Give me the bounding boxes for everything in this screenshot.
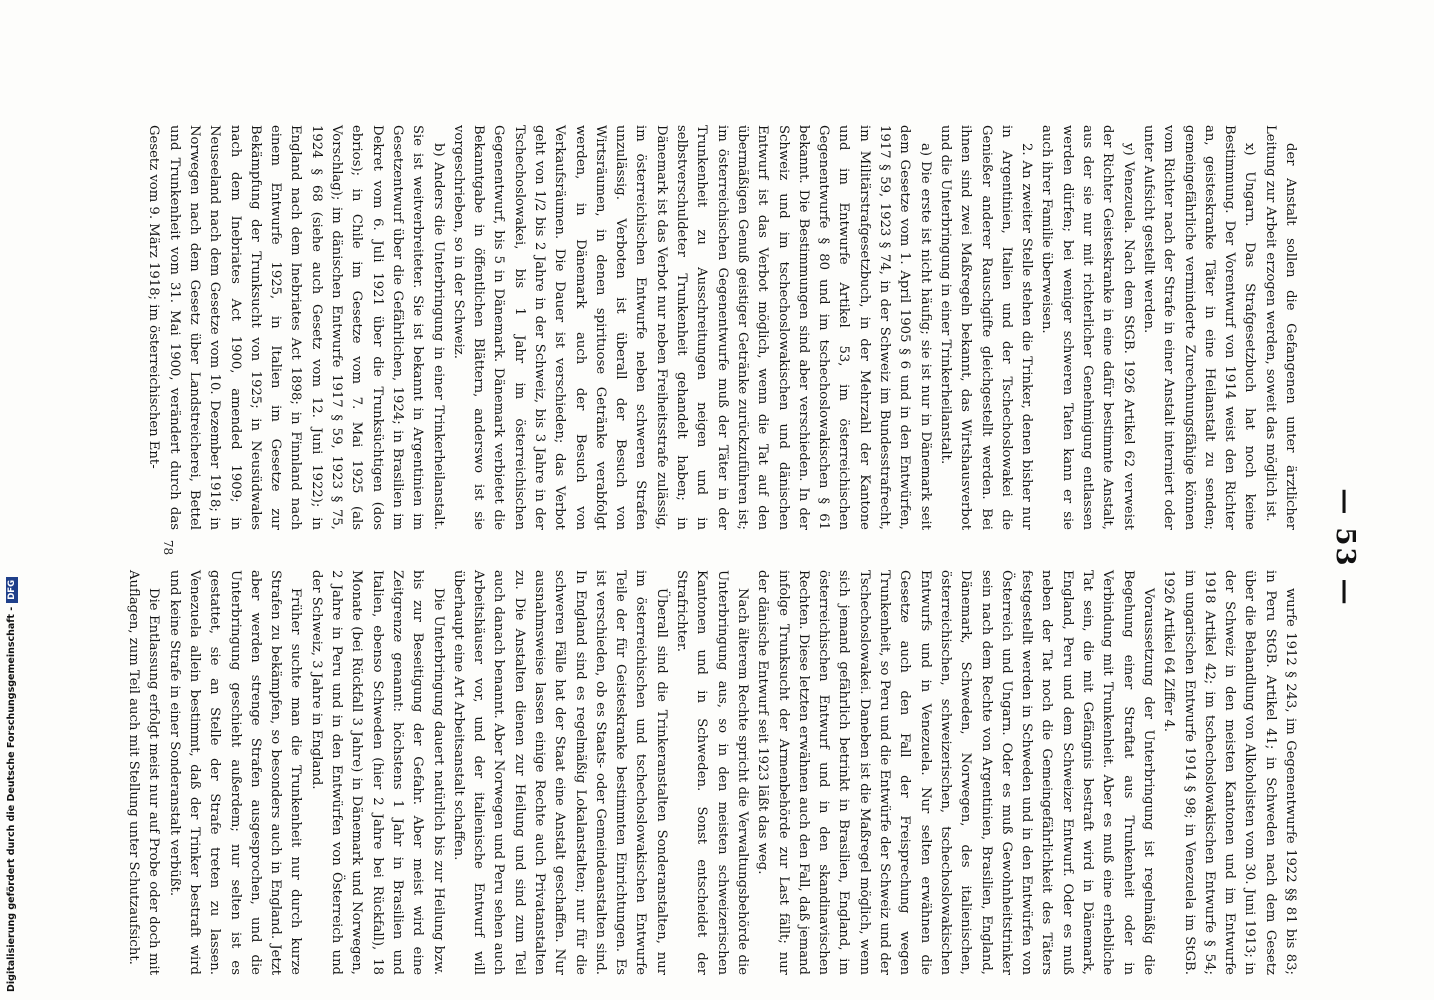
page-number: — 53 —	[1330, 488, 1360, 607]
folio-number: 78	[161, 539, 175, 556]
paragraph: 2. An zweiter Stelle stehen die Trinker, denen bisher nur in Argentinien, Italien und der Tschechoslowakei die Genießer anderer Rauschgifte gleichgestellt werden. Bei ihnen sind zwei Maßregeln bekannt, das Wirtshausverbot und die Unterbringung in einer Trinkerheilanstalt.	[937, 125, 1035, 530]
rotated-page-content	[126, 95, 1400, 1000]
paragraph: Überall sind die Trinkeranstalten Sonderanstalten, nur im österreichischen und tschechoslowakischen Entwurfe Teile der für Geisteskranke bestimmten Einrichtungen. Es ist verschieden, ob es Staats- oder Gemeindeanstalten sind. In England sind es regelmäßig Lokalanstalten; nur für die schweren Fälle hat der Staat eine Anstalt geschaffen. Nur ausnahmsweise lassen einige Rechte auch Privatanstalten zu. Die Anstalten dienen zur Heilung und sind zum Teil auch danach benannt. Aber Norwegen und Peru sehen auch Arbeitshäuser vor, und der italienische Entwurf will überhaupt eine Art Arbeitsanstalt schaffen.	[450, 570, 669, 975]
paragraph: Früher suchte man die Trunkenheit nur durch kurze Strafen zu bekämpfen, so besonders auch in England. Jetzt aber werden strenge Strafen ausgesprochen, und die Unterbringung geschieht außerdem; nur selten ist es gestattet, sie an Stelle der Strafe treten zu lassen. Venezuela allein bestimmt, daß der Trinker bestraft wird und keine Strafe in einer Sonderanstalt verbüßt.	[166, 570, 304, 975]
paragraph: Voraussetzung der Unterbringung ist regelmäßig die Begehung einer Straftat aus Trunkenheit oder in Verbindung mit Trunkenheit. Aber es muß eine erhebliche Tat sein, die mit Gefängnis bestraft wird in Dänemark, England, Peru und dem Schweizer Entwurf. Oder es muß neben der Tat noch die Gemeingefährlichkeit des Täters festgestellt werden in Schweden und in den Entwürfen von Österreich und Ungarn. Oder es muß Gewohnheitstrinker sein nach dem Rechte von Argentinien, Brasilien, England, Dänemark, Schweden, Norwegen, des italienischen, österreichischen, schweizerischen, tschechoslowakischen Entwurfs und in Venezuela. Nur selten erwähnen die Gesetze auch den Fall der Freisprechung wegen Trunkenheit, so Peru und die Entwürfe der Schweiz und der Tschechoslowakei. Daneben ist die Maßregel möglich, wenn sich jemand gefährlich betrinkt in Brasilien, England, im österreichischen Entwurf und in den skandinavischen Rechten. Diese letzten erwähnen auch den Fall, daß jemand infolge Trunksucht der Armenbehörde zur Last fällt; nur der dänische Entwurf seit 1923 läßt das weg.	[755, 570, 1156, 975]
right-text-column	[126, 570, 1300, 975]
paragraph: Die Entlassung erfolgt meist nur auf Probe oder doch mit Auflagen, zum Teil auch mit Stellung unter Schutzaufsicht.	[126, 570, 162, 975]
left-text-column	[146, 125, 1300, 530]
paragraph: a) Die erste ist nicht häufig; sie ist nur in Dänemark seit dem Gesetze vom 1. April 1905 § 6 und in den Entwürfen, 1917 § 59, 1923 § 74, in der Schweiz im Bundesstrafrecht, im Militärstrafgesetzbuch, in der Mehrzahl der Kantone und im Entwurfe Artikel 53, im österreichischen Gegenentwurfe § 80 und im tschechoslowakischen § 61 bekannt. Die Bestimmungen sind aber verschieden. In der Schweiz und im tschechoslowakischen und dänischen Entwurf ist das Verbot möglich, wenn die Tat auf den übermäßigen Genuß geistiger Getränke zurückzuführen ist; im österreichischen Gegenentwurfe muß der Täter in der Trunkenheit zu Ausschreitungen neigen und in selbstverschuldeter Trunkenheit gehandelt haben; in Dänemark ist das Verbot nur neben Freiheitsstrafe zulässig, im österreichischen Entwurfe neben schweren Strafen unzulässig. Verboten ist überall der Besuch von Wirtsräumen, in denen spirituose Getränke verabfolgt werden, in Dänemark auch der Besuch von Verkaufsräumen. Die Dauer ist verschieden; das Verbot geht von 1/2 bis 2 Jahre in der Schweiz, bis 3 Jahre in der Tschechoslowakei, bis 1 Jahr im österreichischen Gegenentwurf, bis 5 in Dänemark. Dänemark verbietet die Bekanntgabe in öffentlichen Blättern, anderswo ist sie vorgeschrieben, so in der Schweiz.	[450, 125, 933, 530]
paragraph: Nach älterem Rechte spricht die Verwaltungsbehörde die Unterbringung aus, so in den meisten schweizerischen Kantonen und in Schweden. Sonst entscheidet der Strafrichter.	[674, 570, 750, 975]
paragraph: b) Anders die Unterbringung in einer Trinkerheilanstalt. Sie ist weitverbreiteter. Sie ist bekannt in Argentinien im Gesetzentwurf über die Gefährlichen, 1924; in Brasilien im Dekret vom 6. Juli 1921 über die Trunksüchtigen (dos ebrios); in Chile im Gesetze vom 7. Mai 1925 (als Vorschlag); im dänischen Entwurfe 1917 § 59, 1923 § 75, 1924 § 68 (siehe auch Gesetz vom 12. Juni 1922); in England nach dem Inebriates Act 1898; in Finnland nach einem Entwurfe 1925, in Italien im Gesetze zur Bekämpfung der Trunksucht von 1925; in Neusüdwales nach dem Inebriates Act 1900, amended 1909; in Neuseeland nach dem Gesetze vom 10. Dezember 1918; in Norwegen nach dem Gesetz über Landstreicherei, Bettel und Trunkenheit vom 31. Mai 1900, verändert durch das Gesetz vom 9. März 1918; im österreichischen Ent-	[146, 125, 446, 530]
dfg-logo: DFG	[6, 577, 18, 603]
paragraph: der Anstalt sollen die Gefangenen unter ärztlicher Leitung zur Arbeit erzogen werden, soweit das möglich ist.	[1262, 125, 1298, 530]
footer-text: Digitalisierung gefördert durch die Deutsche Forschungsgemeinschaft -	[6, 606, 17, 992]
paragraph: x) Ungarn. Das Strafgesetzbuch hat noch keine Bestimmung. Der Vorentwurf von 1914 weist den Richter an, geisteskranke Täter in eine Heilanstalt zu senden; gemeingefährliche verminderte Zurechnungsfähige können vom Richter nach der Strafe in einer Anstalt interniert oder unter Aufsicht gestellt werden.	[1140, 125, 1258, 530]
digitization-footer	[6, 577, 18, 992]
paragraph: wurfe 1912 § 243, im Gegenentwurfe 1922 §§ 81 bis 83; in Peru StGB. Artikel 41; in Schweden nach dem Gesetz über die Behandlung von Alkoholisten vom 30. Juni 1913; in der Schweiz in den meisten Kantonen und im Entwurfe 1918 Artikel 42; im tschechoslowakischen Entwurfe § 54; im ungarischen Entwurfe 1914 § 98; in Venezuela im StGB. 1926 Artikel 64 Ziffer 4.	[1161, 570, 1298, 975]
paragraph: Die Unterbringung dauert natürlich bis zur Heilung bzw. bis zur Beseitigung der Gefahr. Aber meist wird eine Zeitgrenze genannt: höchstens 1 Jahr in Brasilien und Italien, ebenso Schweden (hier 2 Jahre bei Rückfall), 18 Monate (bei Rückfall 3 Jahre) in Dänemark und Norwegen, 2 Jahre in Peru und in den Entwürfen von Österreich und der Schweiz, 3 Jahre in England.	[308, 570, 446, 975]
paragraph: y) Venezuela. Nach dem StGB. 1926 Artikel 62 verweist der Richter Geisteskranke in eine dafür bestimmte Anstalt, aus der sie nur mit richterlicher Genehmigung entlassen werden dürfen; bei weniger schweren Taten kann er sie auch ihrer Familie überweisen.	[1039, 125, 1136, 530]
